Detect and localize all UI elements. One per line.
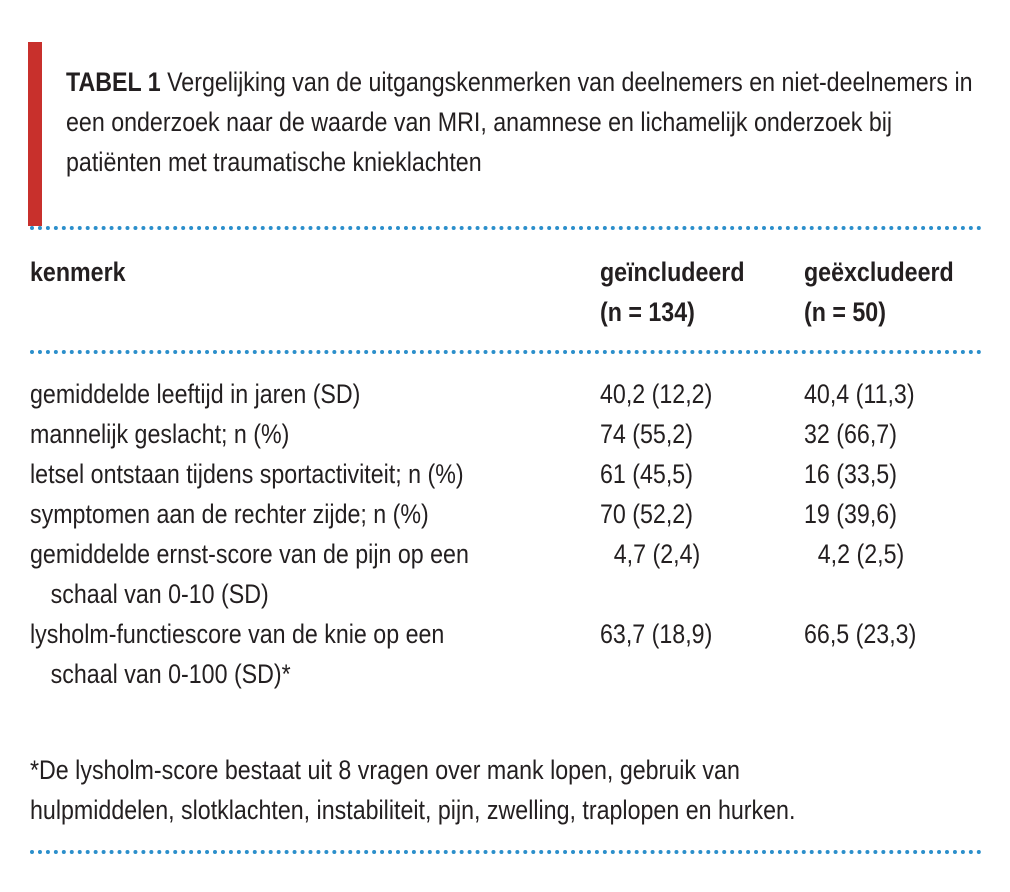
accent-bar — [28, 42, 42, 226]
header-excluded-n: (n = 50) — [804, 297, 886, 327]
table-row — [30, 414, 990, 454]
divider-bottom — [30, 850, 982, 854]
table-row — [30, 534, 990, 614]
divider-top — [30, 226, 982, 230]
table-title — [66, 62, 978, 182]
cell-kenmerk: mannelijk geslacht; n (%) — [30, 419, 290, 449]
cell-kenmerk: symptomen aan de rechter zijde; n (%) — [30, 499, 429, 529]
cell-kenmerk: lysholm-functiescore van de knie op een schaal van 0-100 (SD)* — [30, 619, 445, 689]
cell-included: 40,2 (12,2) — [600, 379, 713, 409]
cell-included: 74 (55,2) — [600, 419, 693, 449]
header-included — [600, 252, 745, 332]
cell-kenmerk: gemiddelde ernst-score van de pijn op een schaal van 0-10 (SD) — [30, 539, 469, 609]
table-body — [30, 374, 990, 694]
cell-excluded: 16 (33,5) — [804, 459, 897, 489]
footnote-line-1: *De lysholm-score bestaat uit 8 vragen over mank lopen, gebruik van — [30, 755, 740, 785]
divider-header — [30, 350, 982, 354]
cell-included: 61 (45,5) — [600, 459, 693, 489]
header-excluded-label: geëxcludeerd — [804, 257, 954, 287]
table-number: TABEL 1 — [66, 67, 161, 97]
table-row — [30, 374, 990, 414]
header-excluded — [804, 252, 954, 332]
cell-excluded: 4,2 (2,5) — [817, 539, 905, 569]
cell-excluded: 66,5 (23,3) — [804, 619, 917, 649]
cell-kenmerk: gemiddelde leeftijd in jaren (SD) — [30, 379, 361, 409]
cell-included: 4,7 (2,4) — [613, 539, 701, 569]
footnote — [30, 750, 976, 830]
table-row — [30, 454, 990, 494]
cell-excluded: 32 (66,7) — [804, 419, 897, 449]
header-included-n: (n = 134) — [600, 297, 695, 327]
table-caption: Vergelijking van de uitgangskenmerken van deelnemers en niet-deelnemers in een onderzoek naar de waarde van MRI, anamnese en lichamelijk onderzoek bij patiënten met traumatische knieklachten — [66, 67, 973, 177]
cell-included: 70 (52,2) — [600, 499, 693, 529]
cell-excluded: 19 (39,6) — [804, 499, 897, 529]
table-row — [30, 614, 990, 694]
table-row — [30, 494, 990, 534]
header-included-label: geïncludeerd — [600, 257, 745, 287]
cell-included: 63,7 (18,9) — [600, 619, 713, 649]
cell-kenmerk: letsel ontstaan tijdens sportactiviteit; n (%) — [30, 459, 464, 489]
header-kenmerk: kenmerk — [30, 257, 126, 287]
footnote-line-2: hulpmiddelen, slotklachten, instabiliteit, pijn, zwelling, traplopen en hurken. — [30, 795, 796, 825]
cell-excluded: 40,4 (11,3) — [804, 379, 915, 409]
